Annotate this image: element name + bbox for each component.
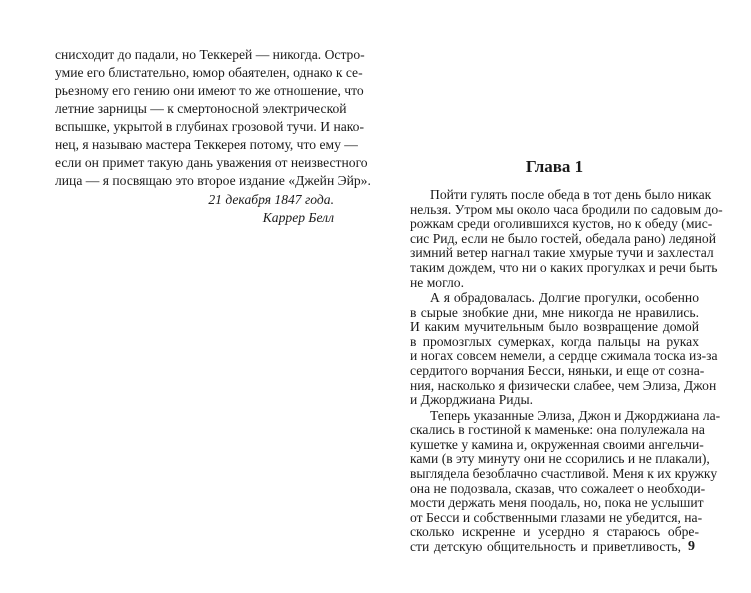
text-line: сердитого ворчания Бесси, няньки, и еще от созна- xyxy=(410,363,705,378)
text-line: А я обрадовалась. Долгие прогулки, особенно xyxy=(430,290,699,305)
text-line: сколько искренне и усердно я стараюсь обре- xyxy=(410,524,699,539)
text-line: она не подозвала, сказав, что сожалеет о необходи- xyxy=(410,481,706,496)
text-line: ками (в эту минуту они не ссорились и не плакали), xyxy=(410,451,710,466)
text-line: умие его блистательно, юмор обаятелен, однако к се- xyxy=(55,65,363,80)
text-line: нец, я называю мастера Теккерея потому, что ему — xyxy=(55,137,358,152)
text-line: зимний ветер нагнал такие хмурые тучи и захлестал xyxy=(410,245,714,260)
text-line: сис Рид, если не было гостей, обедала рано) ледяной xyxy=(410,231,716,246)
text-line: нельзя. Утром мы около часа бродили по садовым до- xyxy=(410,202,723,217)
text-line: сти детскую общительность и приветливость, xyxy=(410,539,681,554)
text-line: в сырые знобкие дни, мне никогда не нравились. xyxy=(410,305,699,320)
text-line: лица — я посвящаю это второе издание «Джейн Эйр». xyxy=(55,173,371,188)
text-line: снисходит до падали, но Теккерей — никогда. Остро- xyxy=(55,47,365,62)
text-line: мости держать меня поодаль, но, пока не услышит xyxy=(410,495,704,510)
text-line: летние зарницы — к смертоносной электрической xyxy=(55,101,347,116)
text-line: рьезному его гению они имеют то же отношение, что xyxy=(55,83,364,98)
text-line: не могло. xyxy=(410,275,464,290)
right-page xyxy=(375,0,751,593)
text-line: скались в гостиной к маменьке: она полулежала на xyxy=(410,422,705,437)
text-line: кушетке у камина и, окруженная своими ангельчи- xyxy=(410,437,704,452)
text-line: таким дождем, что ни о каких прогулках и речи быть xyxy=(410,260,718,275)
text-line: от Бесси и собственными глазами не убедится, на- xyxy=(410,510,703,525)
text-line: если он примет такую дань уважения от неизвестного xyxy=(55,155,368,170)
text-line: в промозглых сумерках, когда пальцы на руках xyxy=(410,334,699,349)
author-signature: Каррер Белл xyxy=(262,210,334,225)
text-line: вспышке, укрытой в глубинах грозовой тучи. И нако- xyxy=(55,119,364,134)
dedication-date: 21 декабря 1847 года. xyxy=(208,192,334,207)
chapter-title: Глава 1 xyxy=(525,157,584,176)
text-line: И каким мучительным было возвращение домой xyxy=(410,319,699,334)
text-line: и Джорджиана Риды. xyxy=(410,392,534,407)
left-page xyxy=(0,0,375,593)
page-number: 9 xyxy=(688,539,695,554)
text-line: Пойти гулять после обеда в тот день было никак xyxy=(430,187,712,202)
text-line: выглядела безоблачно счастливой. Меня к их кружку xyxy=(410,466,718,481)
text-line: рожкам среди оголившихся кустов, но к обеду (мис- xyxy=(410,216,713,231)
text-line: и ногах совсем немели, а сердце сжимала тоска из-за xyxy=(410,348,718,363)
text-line: ния, насколько я физически слабее, чем Элиза, Джон xyxy=(410,378,717,393)
text-line: Теперь указанные Элиза, Джон и Джорджиана ла- xyxy=(430,408,721,423)
